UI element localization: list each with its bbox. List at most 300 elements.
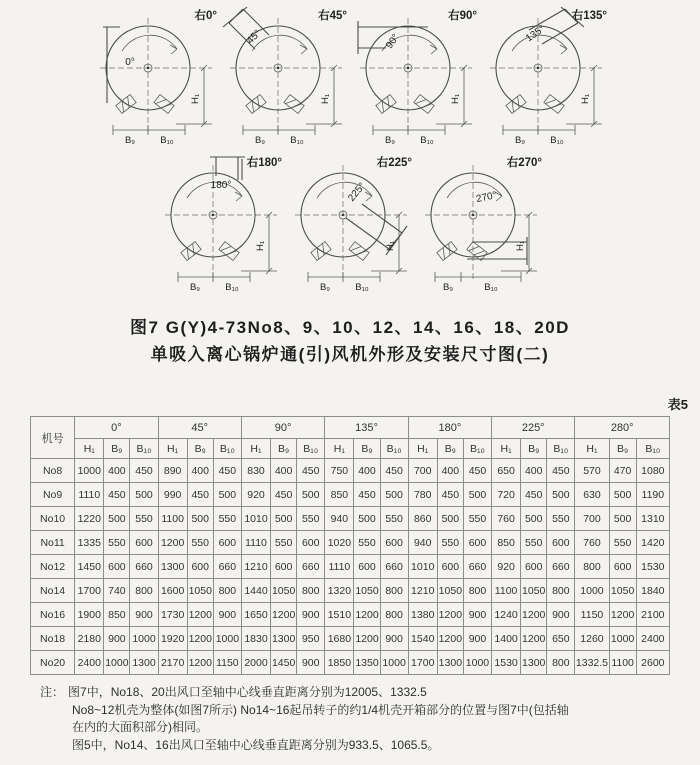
orientation-diagrams [0, 0, 700, 298]
table-cell: 1300 [437, 651, 463, 675]
table-cell: 1200 [187, 627, 213, 651]
table-cell: 1000 [213, 627, 241, 651]
shaft-center-icon [407, 67, 409, 69]
table-cell: 470 [609, 459, 636, 483]
table-cell: 450 [521, 483, 547, 507]
h1-dimension-label: H₁ [190, 93, 201, 105]
table-cell: 920 [492, 555, 521, 579]
sub-header: H₁ [158, 439, 187, 459]
table-cell: 2400 [75, 651, 104, 675]
shaft-center-icon [212, 214, 214, 216]
table-cell: 550 [547, 507, 575, 531]
table-cell: 630 [575, 483, 609, 507]
table-cell: 1100 [158, 507, 187, 531]
mounting-foot-icon [154, 95, 174, 114]
angle-value-label: 270° [475, 190, 498, 206]
table-cell: 660 [380, 555, 408, 579]
note-prefix: 注： [40, 685, 65, 699]
table-cell: 830 [241, 459, 270, 483]
table-cell: 1200 [609, 603, 636, 627]
table-cell: 1000 [130, 627, 158, 651]
table-cell: 900 [297, 651, 325, 675]
table-cell: 550 [130, 507, 158, 531]
table-cell: 1335 [75, 531, 104, 555]
table-cell: 1300 [130, 651, 158, 675]
table-cell: 600 [437, 555, 463, 579]
table-cell: 600 [297, 531, 325, 555]
row-model-header: No12 [31, 555, 75, 579]
table-cell: 1110 [325, 555, 354, 579]
table-cell: 1010 [408, 555, 437, 579]
angle-group-header: 135° [325, 417, 408, 439]
table-cell: 1310 [636, 507, 669, 531]
table-cell: 1300 [158, 555, 187, 579]
table-cell: 600 [521, 555, 547, 579]
rotation-arrowhead-icon [170, 45, 177, 54]
table-cell: 660 [463, 555, 491, 579]
rotation-arrowhead-icon [235, 192, 242, 201]
table-cell: 500 [547, 483, 575, 507]
table-cell: 1840 [636, 579, 669, 603]
table-cell: 850 [104, 603, 130, 627]
table-cell: 500 [521, 507, 547, 531]
table-cell: 2400 [636, 627, 669, 651]
b9-dimension-label: B₉ [319, 282, 331, 293]
table-cell: 550 [213, 507, 241, 531]
table-cell: 1210 [241, 555, 270, 579]
table-cell: 1000 [104, 651, 130, 675]
rotation-arrow-icon [122, 35, 177, 51]
table-cell: 1100 [609, 651, 636, 675]
table-cell: 1440 [241, 579, 270, 603]
angle-group-header: 280° [575, 417, 670, 439]
row-model-header: No20 [31, 651, 75, 675]
table-cell: 550 [104, 531, 130, 555]
angle-value-label: 90° [384, 32, 402, 51]
table-cell: 1510 [325, 603, 354, 627]
outlet-duct-icon [362, 204, 402, 233]
shaft-center-icon [147, 67, 149, 69]
shaft-center-icon [537, 67, 539, 69]
sub-header: B₁₀ [380, 439, 408, 459]
b9-dimension-label: B₉ [384, 135, 396, 146]
table-cell: 450 [354, 483, 380, 507]
table-row [31, 579, 670, 603]
rotation-arrowhead-icon [560, 45, 567, 54]
sub-header: B₉ [187, 439, 213, 459]
table-cell: 900 [213, 603, 241, 627]
table-cell: 1200 [354, 603, 380, 627]
table-cell: 2000 [241, 651, 270, 675]
angle-group-header: 45° [158, 417, 241, 439]
fan-diagram-90deg [350, 6, 480, 151]
table-cell: 990 [158, 483, 187, 507]
table-cell: 1100 [492, 579, 521, 603]
orientation-label: 右135° [571, 10, 607, 22]
b9-dimension-label: B₉ [254, 135, 266, 146]
orientation-label: 右90° [448, 10, 477, 22]
table-cell: 1920 [158, 627, 187, 651]
h1-dimension-label: H₁ [320, 93, 331, 105]
table-number-label: 表5 [667, 397, 688, 412]
table-cell: 600 [104, 555, 130, 579]
table-cell: 1320 [325, 579, 354, 603]
table-cell: 550 [354, 531, 380, 555]
shaft-center-icon [277, 67, 279, 69]
table-cell: 500 [609, 483, 636, 507]
table-cell: 2180 [75, 627, 104, 651]
fan-diagram-135deg [480, 6, 610, 151]
table-cell: 800 [547, 579, 575, 603]
table-cell: 450 [437, 483, 463, 507]
table-cell: 1050 [609, 579, 636, 603]
table-row [31, 603, 670, 627]
table-cell: 600 [463, 531, 491, 555]
table-cell: 1200 [521, 603, 547, 627]
table-cell: 1650 [241, 603, 270, 627]
table-cell: 650 [492, 459, 521, 483]
table-cell: 550 [271, 531, 297, 555]
table-cell: 1200 [521, 627, 547, 651]
table-cell: 450 [547, 459, 575, 483]
table-row [31, 507, 670, 531]
table-cell: 1530 [636, 555, 669, 579]
table-cell: 1020 [325, 531, 354, 555]
table-row [31, 555, 670, 579]
diagram-row-1 [0, 6, 700, 151]
table-row [31, 531, 670, 555]
table-cell: 400 [271, 459, 297, 483]
table-cell: 2170 [158, 651, 187, 675]
table-cell: 1200 [437, 627, 463, 651]
fan-diagram-45deg [220, 6, 350, 151]
table-cell: 450 [213, 459, 241, 483]
dimension-table-wrap [30, 416, 670, 675]
table-cell: 500 [297, 483, 325, 507]
fan-diagram-0deg [90, 6, 220, 151]
row-model-header: No14 [31, 579, 75, 603]
table-cell: 1600 [158, 579, 187, 603]
table-cell: 660 [130, 555, 158, 579]
table-cell: 1332.5 [575, 651, 609, 675]
table-cell: 600 [271, 555, 297, 579]
b10-dimension-label: B₁₀ [160, 135, 174, 146]
table-cell: 1050 [271, 579, 297, 603]
table-cell: 600 [547, 531, 575, 555]
table-cell: 1200 [271, 603, 297, 627]
table-cell: 900 [463, 627, 491, 651]
table-cell: 1000 [609, 627, 636, 651]
table-cell: 600 [130, 531, 158, 555]
sub-header: B₁₀ [547, 439, 575, 459]
table-cell: 660 [547, 555, 575, 579]
sub-header: H₁ [575, 439, 609, 459]
table-cell: 2600 [636, 651, 669, 675]
angle-value-label: 135° [523, 23, 548, 45]
table-cell: 850 [492, 531, 521, 555]
table-cell: 1200 [354, 627, 380, 651]
angle-group-header: 90° [241, 417, 324, 439]
table-cell: 500 [187, 507, 213, 531]
table-cell: 550 [609, 531, 636, 555]
row-model-header: No9 [31, 483, 75, 507]
table-cell: 900 [547, 603, 575, 627]
table-cell: 500 [354, 507, 380, 531]
sub-header: B₉ [609, 439, 636, 459]
orientation-label: 右270° [506, 157, 542, 169]
table-cell: 550 [297, 507, 325, 531]
b10-dimension-label: B₁₀ [484, 282, 498, 293]
table-cell: 550 [187, 531, 213, 555]
table-cell: 1200 [187, 651, 213, 675]
angle-group-header: 180° [408, 417, 491, 439]
angle-value-label: 0° [125, 57, 135, 68]
table-cell: 570 [575, 459, 609, 483]
sub-header: H₁ [325, 439, 354, 459]
table-cell: 800 [213, 579, 241, 603]
table-cell: 550 [437, 531, 463, 555]
sub-header: B₁₀ [636, 439, 669, 459]
table-cell: 400 [437, 459, 463, 483]
sub-header: B₉ [271, 439, 297, 459]
table-row [31, 627, 670, 651]
table-cell: 1210 [408, 579, 437, 603]
table-cell: 500 [130, 483, 158, 507]
b9-dimension-label: B₉ [124, 135, 136, 146]
note-text: 图7中，No18、20出风口至轴中心线垂直距离分别为12005、1332.5 [68, 685, 427, 699]
mounting-foot-icon [414, 95, 434, 114]
sub-header: B₁₀ [213, 439, 241, 459]
table-cell: 890 [158, 459, 187, 483]
table-cell: 700 [408, 459, 437, 483]
table-cell: 900 [380, 627, 408, 651]
row-model-header: No18 [31, 627, 75, 651]
table-cell: 550 [380, 507, 408, 531]
table-cell: 450 [271, 483, 297, 507]
row-model-header: No8 [31, 459, 75, 483]
b10-dimension-label: B₁₀ [420, 135, 434, 146]
table-cell: 860 [408, 507, 437, 531]
table-cell: 1200 [187, 603, 213, 627]
row-model-header: No16 [31, 603, 75, 627]
table-cell: 700 [575, 507, 609, 531]
table-cell: 1350 [354, 651, 380, 675]
table-cell: 450 [463, 459, 491, 483]
table-cell: 900 [104, 627, 130, 651]
table-corner-header: 机号 [31, 417, 75, 459]
dimension-table [30, 416, 670, 675]
orientation-label: 右180° [246, 157, 282, 169]
orientation-label: 右225° [376, 157, 412, 169]
table-row [31, 483, 670, 507]
figure-caption-line1: 图7 G(Y)4-73No8、9、10、12、14、16、18、20D [130, 318, 570, 337]
figure-caption [0, 314, 700, 368]
table-cell: 850 [325, 483, 354, 507]
sub-header: H₁ [75, 439, 104, 459]
table-cell: 1450 [271, 651, 297, 675]
table-cell: 760 [492, 507, 521, 531]
h1-dimension-label: H₁ [580, 93, 591, 105]
mounting-foot-icon [349, 242, 369, 261]
table-cell: 1850 [325, 651, 354, 675]
table-cell: 450 [130, 459, 158, 483]
b9-dimension-label: B₉ [189, 282, 201, 293]
table-cell: 450 [187, 483, 213, 507]
table-cell: 1220 [75, 507, 104, 531]
table-cell: 1110 [75, 483, 104, 507]
table-cell: 600 [609, 555, 636, 579]
table-cell: 1700 [75, 579, 104, 603]
h1-dimension-label: H₁ [450, 93, 461, 105]
table-cell: 1530 [492, 651, 521, 675]
table-cell: 1150 [213, 651, 241, 675]
table-cell: 740 [104, 579, 130, 603]
table-cell: 600 [354, 555, 380, 579]
table-cell: 940 [325, 507, 354, 531]
table-cell: 1260 [575, 627, 609, 651]
table-cell: 900 [130, 603, 158, 627]
table-cell: 1420 [636, 531, 669, 555]
table-cell: 1150 [575, 603, 609, 627]
fan-diagram-270deg [415, 153, 545, 298]
orientation-label: 右0° [194, 10, 217, 22]
table-cell: 900 [463, 603, 491, 627]
table-cell: 660 [213, 555, 241, 579]
table-cell: 1900 [75, 603, 104, 627]
table-cell: 500 [213, 483, 241, 507]
table-cell: 1190 [636, 483, 669, 507]
diagram-row-2 [0, 153, 700, 298]
table-cell: 1540 [408, 627, 437, 651]
row-model-header: No11 [31, 531, 75, 555]
table-cell: 800 [380, 579, 408, 603]
table-cell: 800 [575, 555, 609, 579]
table-cell: 1000 [75, 459, 104, 483]
table-cell: 450 [297, 459, 325, 483]
table-cell: 1200 [158, 531, 187, 555]
table-cell: 760 [575, 531, 609, 555]
sub-header: B₉ [437, 439, 463, 459]
sub-header: B₁₀ [463, 439, 491, 459]
table-cell: 600 [380, 531, 408, 555]
table-cell: 800 [380, 603, 408, 627]
sub-header: B₉ [354, 439, 380, 459]
mounting-foot-icon [437, 242, 457, 261]
table-cell: 1700 [408, 651, 437, 675]
shaft-center-icon [342, 214, 344, 216]
table-cell: 450 [104, 483, 130, 507]
table-cell: 1110 [241, 531, 270, 555]
table-cell: 400 [354, 459, 380, 483]
table-row [31, 459, 670, 483]
angle-value-label: 45° [244, 27, 264, 47]
h1-dimension-label: H₁ [255, 240, 266, 252]
table-cell: 500 [463, 483, 491, 507]
angle-value-label: 225° [346, 180, 368, 204]
table-cell: 1050 [437, 579, 463, 603]
table-cell: 1000 [463, 651, 491, 675]
mounting-foot-icon [219, 242, 239, 261]
angle-group-header: 225° [492, 417, 575, 439]
table-cell: 400 [521, 459, 547, 483]
angle-group-header: 0° [75, 417, 158, 439]
table-cell: 500 [437, 507, 463, 531]
table-cell: 500 [380, 483, 408, 507]
sub-header: H₁ [241, 439, 270, 459]
fan-diagram-225deg [285, 153, 415, 298]
sub-header: H₁ [408, 439, 437, 459]
table-cell: 600 [187, 555, 213, 579]
fan-diagram-180deg [155, 153, 285, 298]
table-cell: 500 [609, 507, 636, 531]
rotation-arrowhead-icon [365, 192, 372, 201]
table-cell: 400 [187, 459, 213, 483]
table-cell: 600 [213, 531, 241, 555]
table-cell: 1730 [158, 603, 187, 627]
table-cell: 750 [325, 459, 354, 483]
table-cell: 550 [463, 507, 491, 531]
table-row [31, 651, 670, 675]
sub-header: B₁₀ [297, 439, 325, 459]
table-cell: 800 [463, 579, 491, 603]
table-cell: 500 [271, 507, 297, 531]
table-cell: 550 [521, 531, 547, 555]
h1-dimension-label: H₁ [385, 240, 396, 252]
table-cell: 1450 [75, 555, 104, 579]
table-cell: 800 [130, 579, 158, 603]
table-cell: 1000 [380, 651, 408, 675]
table-cell: 1200 [437, 603, 463, 627]
table-cell: 920 [241, 483, 270, 507]
sub-header: B₉ [521, 439, 547, 459]
table-cell: 1050 [187, 579, 213, 603]
b9-dimension-label: B₉ [442, 282, 454, 293]
table-cell: 1830 [241, 627, 270, 651]
rotation-arrowhead-icon [430, 45, 437, 54]
table-cell: 720 [492, 483, 521, 507]
table-cell: 400 [104, 459, 130, 483]
table-cell: 940 [408, 531, 437, 555]
table-cell: 1050 [521, 579, 547, 603]
b10-dimension-label: B₁₀ [355, 282, 369, 293]
table-cell: 1050 [354, 579, 380, 603]
note-line: 在内的大面积部分)相同。 [72, 720, 208, 734]
note-line: 图5中，No14、16出风口至轴中心线垂直距离分别为933.5、1065.5。 [72, 737, 440, 752]
h1-dimension-label: H₁ [515, 240, 526, 252]
note-line [40, 684, 700, 702]
b10-dimension-label: B₁₀ [290, 135, 304, 146]
table-cell: 650 [547, 627, 575, 651]
mounting-foot-icon [467, 242, 487, 261]
mounting-foot-icon [544, 95, 564, 114]
mounting-foot-icon [284, 95, 304, 114]
table-cell: 450 [380, 459, 408, 483]
note-line: No8~12机壳为整体(如图7所示) No14~16起吊转子的约1/4机壳开箱部分的位置与图7中(包括轴 [72, 702, 569, 717]
rotation-arrowhead-icon [300, 45, 307, 54]
table-cell: 1680 [325, 627, 354, 651]
table-cell: 1300 [521, 651, 547, 675]
table-cell: 800 [297, 579, 325, 603]
b9-dimension-label: B₉ [514, 135, 526, 146]
table-cell: 1400 [492, 627, 521, 651]
b10-dimension-label: B₁₀ [225, 282, 239, 293]
table-cell: 950 [297, 627, 325, 651]
table-cell: 1300 [271, 627, 297, 651]
outlet-duct-icon [542, 23, 578, 44]
table-cell: 1080 [636, 459, 669, 483]
sub-header: B₉ [104, 439, 130, 459]
outlet-duct-icon [223, 7, 247, 27]
